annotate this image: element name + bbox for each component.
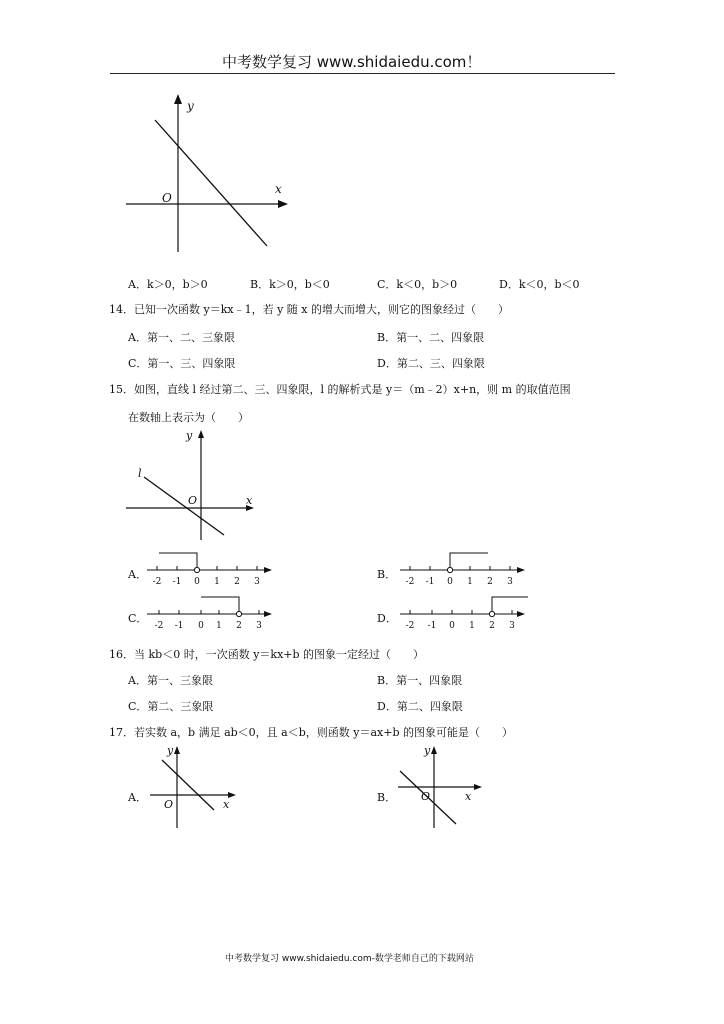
q15c-tick-3: 3 — [256, 621, 262, 631]
q15-stem-line2: 在数轴上表示为（ ） — [128, 411, 249, 424]
q17-stem: 17．若实数 a，b 满足 ab＜0，且 a＜b，则函数 y＝ax+b 的图象可能是（ ） — [109, 726, 514, 739]
q15a-tick-neg1: -1 — [172, 577, 182, 587]
q14-option-c: C．第一、三、四象限 — [128, 357, 236, 370]
q16-option-b: B．第一、四象限 — [377, 674, 463, 687]
page-footer: 中考数学复习 www.shidaiedu.com-数学老师自己的下载网站 — [225, 954, 474, 964]
q16-option-c: C．第二、三象限 — [128, 700, 214, 713]
q13-x-label: x — [275, 182, 282, 196]
q15c-tick-1: 1 — [216, 621, 222, 631]
q15d-tick-neg1: -1 — [427, 621, 437, 631]
header-rule — [110, 73, 615, 74]
q16-option-a: A．第一、三象限 — [128, 674, 213, 687]
q17-graph-a — [148, 742, 248, 832]
q15c-tick-2: 2 — [236, 621, 242, 631]
q14-option-a: A．第一、二、三象限 — [128, 331, 235, 344]
q17a-origin-label: O — [164, 798, 174, 811]
q15-line-label: l — [138, 467, 142, 480]
q17-option-b-letter: B． — [377, 791, 397, 804]
page-header-title: 中考数学复习 www.shidaiedu.com！ — [222, 53, 482, 71]
q15c-tick-neg1: -1 — [174, 621, 184, 631]
q15a-tick-3: 3 — [254, 577, 260, 587]
q15-number-line-c — [145, 592, 275, 632]
q14-option-d: D．第二、三、四象限 — [377, 357, 485, 370]
q15-graph — [124, 426, 264, 546]
q15-option-b-letter: B． — [377, 568, 397, 581]
q17-graph-b — [394, 742, 494, 832]
q15a-tick-0: 0 — [194, 577, 200, 587]
q14-option-b: B．第一、二、四象限 — [377, 331, 485, 344]
q15-stem-line1: 15．如图，直线 l 经过第二、三、四象限，l 的解析式是 y＝（m﹣2）x+n，则 m 的取值范围 — [109, 383, 571, 396]
q16-stem: 16．当 kb＜0 时，一次函数 y＝kx+b 的图象一定经过（ ） — [109, 648, 425, 661]
q15d-tick-3: 3 — [509, 621, 515, 631]
q15d-tick-1: 1 — [469, 621, 475, 631]
q15-origin-label: O — [188, 494, 198, 507]
q15d-tick-0: 0 — [449, 621, 455, 631]
q15-y-label: y — [186, 429, 193, 442]
q17b-origin-label: O — [421, 790, 431, 803]
q17-option-a-letter: A． — [128, 791, 147, 804]
q15-option-a-letter: A． — [128, 568, 147, 581]
q15-number-line-d — [398, 592, 530, 632]
q15b-tick-2: 2 — [487, 577, 493, 587]
q15-option-c-letter: C． — [128, 612, 148, 625]
q15b-tick-1: 1 — [467, 577, 473, 587]
q13-option-b: B．k＞0，b＜0 — [250, 278, 330, 291]
q17b-x-label: x — [465, 790, 472, 803]
q17b-y-label: y — [424, 744, 431, 757]
q13-y-label: y — [187, 99, 194, 113]
q13-option-a: A．k＞0，b＞0 — [128, 278, 208, 291]
q13-origin-label: O — [162, 191, 172, 205]
q16-option-d: D．第二、四象限 — [377, 700, 463, 713]
q15a-tick-1: 1 — [214, 577, 220, 587]
q15c-tick-0: 0 — [198, 621, 204, 631]
q15b-tick-3: 3 — [507, 577, 513, 587]
q15-number-line-a — [145, 548, 275, 588]
q15-number-line-b — [398, 548, 528, 588]
q13-option-c: C．k＜0，b＞0 — [377, 278, 458, 291]
q15-option-d-letter: D． — [377, 612, 397, 625]
q15b-tick-neg1: -1 — [425, 577, 435, 587]
q15a-tick-neg2: -2 — [152, 577, 162, 587]
q17a-x-label: x — [223, 798, 230, 811]
q15d-tick-neg2: -2 — [405, 621, 415, 631]
q14-stem: 14．已知一次函数 y＝kx﹣1，若 y 随 x 的增大而增大，则它的图象经过（ ） — [109, 303, 509, 316]
q15b-tick-neg2: -2 — [405, 577, 415, 587]
q15c-tick-neg2: -2 — [154, 621, 164, 631]
q13-graph — [118, 92, 298, 257]
q15b-tick-0: 0 — [447, 577, 453, 587]
q15a-tick-2: 2 — [234, 577, 240, 587]
q17a-y-label: y — [167, 744, 174, 757]
q13-option-d: D．k＜0，b＜0 — [499, 278, 580, 291]
q15-x-label: x — [246, 494, 253, 507]
q15d-tick-2: 2 — [489, 621, 495, 631]
